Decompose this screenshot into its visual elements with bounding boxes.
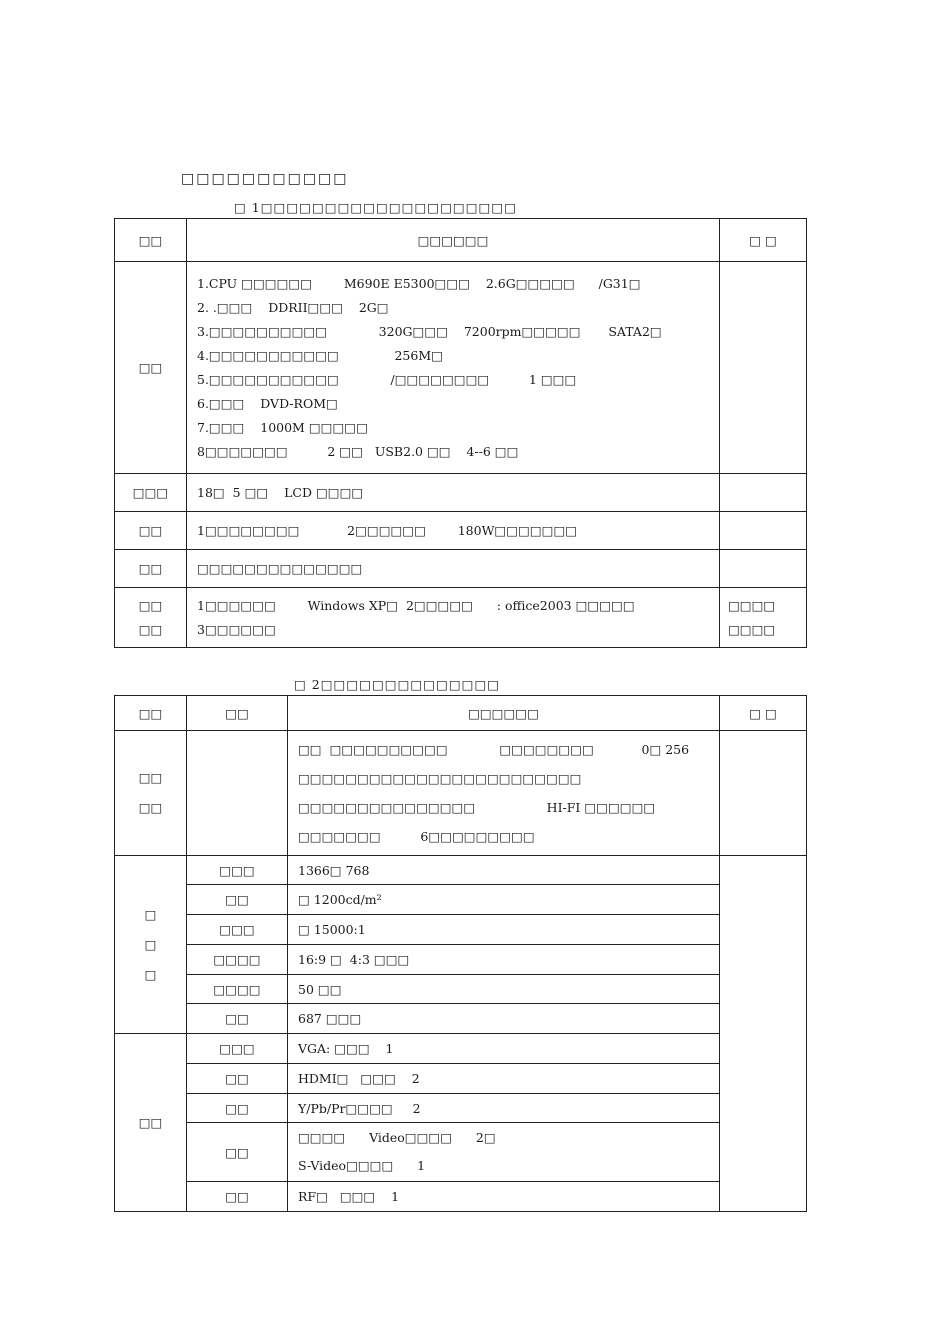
table2-header-name: □□ xyxy=(115,696,187,731)
row-spec: □□□□□□□□□□□□□□ xyxy=(187,550,720,588)
row-name: □□□ xyxy=(115,474,187,512)
row-value: VGA: □□□ 1 xyxy=(288,1034,720,1064)
row-label: □□ xyxy=(187,885,288,915)
table1-header-spec: □□□□□□ xyxy=(187,219,720,262)
row-name: □□ xyxy=(115,512,187,550)
table-row xyxy=(115,856,807,885)
row-label: □□□ xyxy=(187,856,288,885)
group-remark xyxy=(720,731,807,856)
group-remark xyxy=(720,856,807,1212)
group-item xyxy=(187,731,288,856)
row-value: 16:9 □ 4:3 □□□ xyxy=(288,945,720,975)
table-row xyxy=(115,1123,807,1182)
table-row xyxy=(115,885,807,915)
group-name: □□ □□ xyxy=(115,731,187,856)
table2-header-item: □□ xyxy=(187,696,288,731)
table1-header-remark: □ □ xyxy=(720,219,807,262)
table2-header-spec: □□□□□□ xyxy=(288,696,720,731)
row-value: Y/Pb/Pr□□□□ 2 xyxy=(288,1094,720,1123)
row-value: 687 □□□ xyxy=(288,1004,720,1034)
row-remark xyxy=(720,550,807,588)
group-spec: □□ □□□□□□□□□□ □□□□□□□□ 0□ 256 □□□□□□□□□□□□□□□□□□□□□□□□ □□□□□□□□□□□□□□□ HI-FI □□□□□□ □□□□□□□ 6□□□□□□□□□ xyxy=(288,731,720,856)
row-label: □□□□ xyxy=(187,975,288,1004)
table2-caption: □ 2□□□□□□□□□□□□□□ xyxy=(294,677,501,692)
row-spec: 1□□□□□□ Windows XP□ 2□□□□□ : office2003 □□□□□ 3□□□□□□ xyxy=(187,588,720,648)
table-row xyxy=(115,474,807,512)
row-label: □□□□ xyxy=(187,945,288,975)
row-remark: □□□□ □□□□ xyxy=(720,588,807,648)
table-row xyxy=(115,915,807,945)
row-label: □□□ xyxy=(187,1034,288,1064)
table2-display-config xyxy=(114,695,807,1212)
row-name: □□ □□ xyxy=(115,588,187,648)
row-remark xyxy=(720,262,807,474)
table-row xyxy=(115,1182,807,1212)
group-name: □ □ □ xyxy=(115,856,187,1034)
table2-header-row xyxy=(115,696,807,731)
table-row xyxy=(115,1004,807,1034)
row-spec: 1.CPU □□□□□□ M690E E5300□□□ 2.6G□□□□□ /G31□ 2. .□□□ DDRII□□□ 2G□ 3.□□□□□□□□□□ 320G□□□ 7200rpm□□□□□ SATA2□ 4.□□□□□□□□□□□ 256M□ 5.□□□□□□□□□□□ /□□□□□□□□ 1 □□□ 6.□□□ DVD-ROM□ 7.□□□ 1000M □□□□□ 8□□□□□□□ 2 □□ USB2.0 □□ 4--6 □□ xyxy=(187,262,720,474)
row-label: □□□ xyxy=(187,915,288,945)
row-label: □□ xyxy=(187,1004,288,1034)
row-remark xyxy=(720,512,807,550)
row-label: □□ xyxy=(187,1182,288,1212)
row-label: □□ xyxy=(187,1064,288,1094)
row-value: □□□□ Video□□□□ 2□ S-Video□□□□ 1 xyxy=(288,1123,720,1182)
row-spec: 18□ 5 □□ LCD □□□□ xyxy=(187,474,720,512)
row-remark xyxy=(720,474,807,512)
row-value: RF□ □□□ 1 xyxy=(288,1182,720,1212)
row-spec: 1□□□□□□□□ 2□□□□□□ 180W□□□□□□□ xyxy=(187,512,720,550)
table-row xyxy=(115,945,807,975)
row-label: □□ xyxy=(187,1094,288,1123)
table-row xyxy=(115,975,807,1004)
row-label: □□ xyxy=(187,1123,288,1182)
table-row xyxy=(115,731,807,856)
group-name: □□ xyxy=(115,1034,187,1212)
table-row xyxy=(115,1064,807,1094)
table-row xyxy=(115,512,807,550)
table1-header-row xyxy=(115,219,807,262)
table1-pc-config xyxy=(114,218,807,648)
table1-caption: □ 1□□□□□□□□□□□□□□□□□□□□ xyxy=(234,200,517,215)
table-row xyxy=(115,262,807,474)
table2-header-remark: □ □ xyxy=(720,696,807,731)
table1-header-name: □□ xyxy=(115,219,187,262)
row-value: □ 1200cd/m² xyxy=(288,885,720,915)
table-row xyxy=(115,1094,807,1123)
row-name: □□ xyxy=(115,262,187,474)
table-row xyxy=(115,550,807,588)
table-row xyxy=(115,588,807,648)
row-value: 1366□ 768 xyxy=(288,856,720,885)
row-value: □ 15000:1 xyxy=(288,915,720,945)
section-heading: □□□□□□□□□□□ xyxy=(181,171,349,187)
row-value: 50 □□ xyxy=(288,975,720,1004)
row-name: □□ xyxy=(115,550,187,588)
table-row xyxy=(115,1034,807,1064)
row-value: HDMI□ □□□ 2 xyxy=(288,1064,720,1094)
